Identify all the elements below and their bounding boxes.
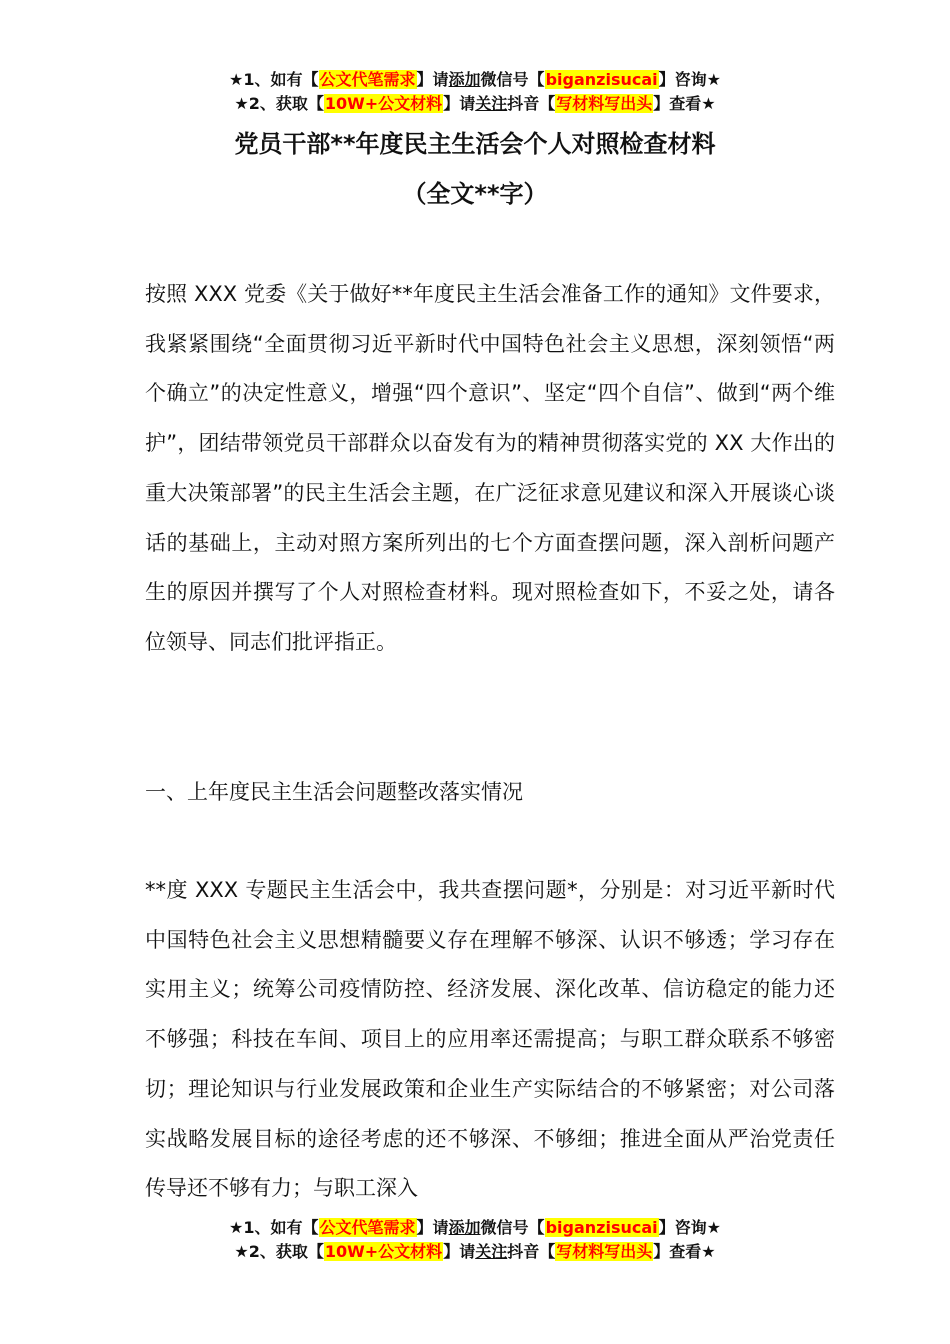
star-icon: ★ <box>706 70 721 89</box>
banner-text: 】请 <box>443 1242 476 1261</box>
star-icon: ★ <box>229 1218 244 1237</box>
star-icon: ★ <box>234 1242 249 1261</box>
banner-text: 】查看 <box>653 1242 702 1261</box>
star-icon: ★ <box>701 94 716 113</box>
banner-highlight: biganzisucai <box>545 1218 658 1237</box>
banner-line-1 <box>0 1216 950 1240</box>
star-icon: ★ <box>229 70 244 89</box>
banner-highlight: 10W+公文材料 <box>324 1242 443 1261</box>
banner-highlight: 公文代笔需求 <box>319 70 416 89</box>
star-icon: ★ <box>701 1242 716 1261</box>
banner-highlight: 公文代笔需求 <box>319 1218 416 1237</box>
banner-highlight: 10W+公文材料 <box>324 94 443 113</box>
banner-highlight: 写材料写出头 <box>556 1242 653 1261</box>
star-icon: ★ <box>234 94 249 113</box>
top-banner <box>0 68 950 116</box>
banner-highlight: 写材料写出头 <box>556 94 653 113</box>
banner-text: 】请 <box>416 70 449 89</box>
banner-highlight: biganzisucai <box>545 70 658 89</box>
banner-text: 抖音【 <box>507 1242 556 1261</box>
banner-text: 】查看 <box>653 94 702 113</box>
document-title: 党员干部**年度民主生活会个人对照检查材料 <box>234 130 716 158</box>
banner-text: 1、如有【 <box>243 70 319 89</box>
review-paragraph: **度 XXX 专题民主生活会中，我共查摆问题*，分别是：对习近平新时代中国特色社会主义思想精髓要义存在理解不够深、认识不够透；学习存在实用主义；统筹公司疫情防控、经济发展、深化改革、信访稳定的能力还不够强；科技在车间、项目上的应用率还需提高；与职工群众联系不够密切；理论知识与行业发展政策和企业生产实际结合的不够紧密；对公司落实战略发展目标的途径考虑的还不够深、不够细；推进全面从严治党责任传导还不够有力；与职工深入 <box>145 878 835 1201</box>
banner-text: 2、获取【 <box>248 94 324 113</box>
banner-text: 微信号【 <box>480 70 545 89</box>
bottom-banner <box>0 1216 950 1264</box>
banner-underlined: 添加 <box>448 1218 481 1237</box>
banner-text: 】咨询 <box>658 70 707 89</box>
banner-line-2 <box>0 92 950 116</box>
intro-paragraph: 按照 XXX 党委《关于做好**年度民主生活会准备工作的通知》文件要求，我紧紧围绕“全面贯彻习近平新时代中国特色社会主义思想，深刻领悟“两个确立”的决定性意义，增强“四个意识”、坚定“四个自信”、做到“两个维护”，团结带领党员干部群众以奋发有为的精神贯彻落实党的 XX 大作出的重大决策部署”的民主生活会主题，在广泛征求意见建议和深入开展谈心谈话的基础上，主动对照方案所列出的七个方面查摆问题，深入剖析问题产生的原因并撰写了个人对照检查材料。现对照检查如下，不妥之处，请各位领导、同志们批评指正。 <box>145 282 835 654</box>
banner-line-1 <box>0 68 950 92</box>
banner-text: 】请 <box>443 94 476 113</box>
banner-text: 2、获取【 <box>248 1242 324 1261</box>
banner-text: 抖音【 <box>507 94 556 113</box>
banner-text: 微信号【 <box>480 1218 545 1237</box>
banner-line-2 <box>0 1240 950 1264</box>
banner-underlined: 关注 <box>475 94 508 113</box>
section-heading: 一、上年度民主生活会问题整改落实情况 <box>145 780 523 804</box>
banner-text: 1、如有【 <box>243 1218 319 1237</box>
banner-underlined: 添加 <box>448 70 481 89</box>
star-icon: ★ <box>706 1218 721 1237</box>
banner-text: 】请 <box>416 1218 449 1237</box>
banner-underlined: 关注 <box>475 1242 508 1261</box>
document-subtitle: （全文**字） <box>402 180 548 208</box>
banner-text: 】咨询 <box>658 1218 707 1237</box>
